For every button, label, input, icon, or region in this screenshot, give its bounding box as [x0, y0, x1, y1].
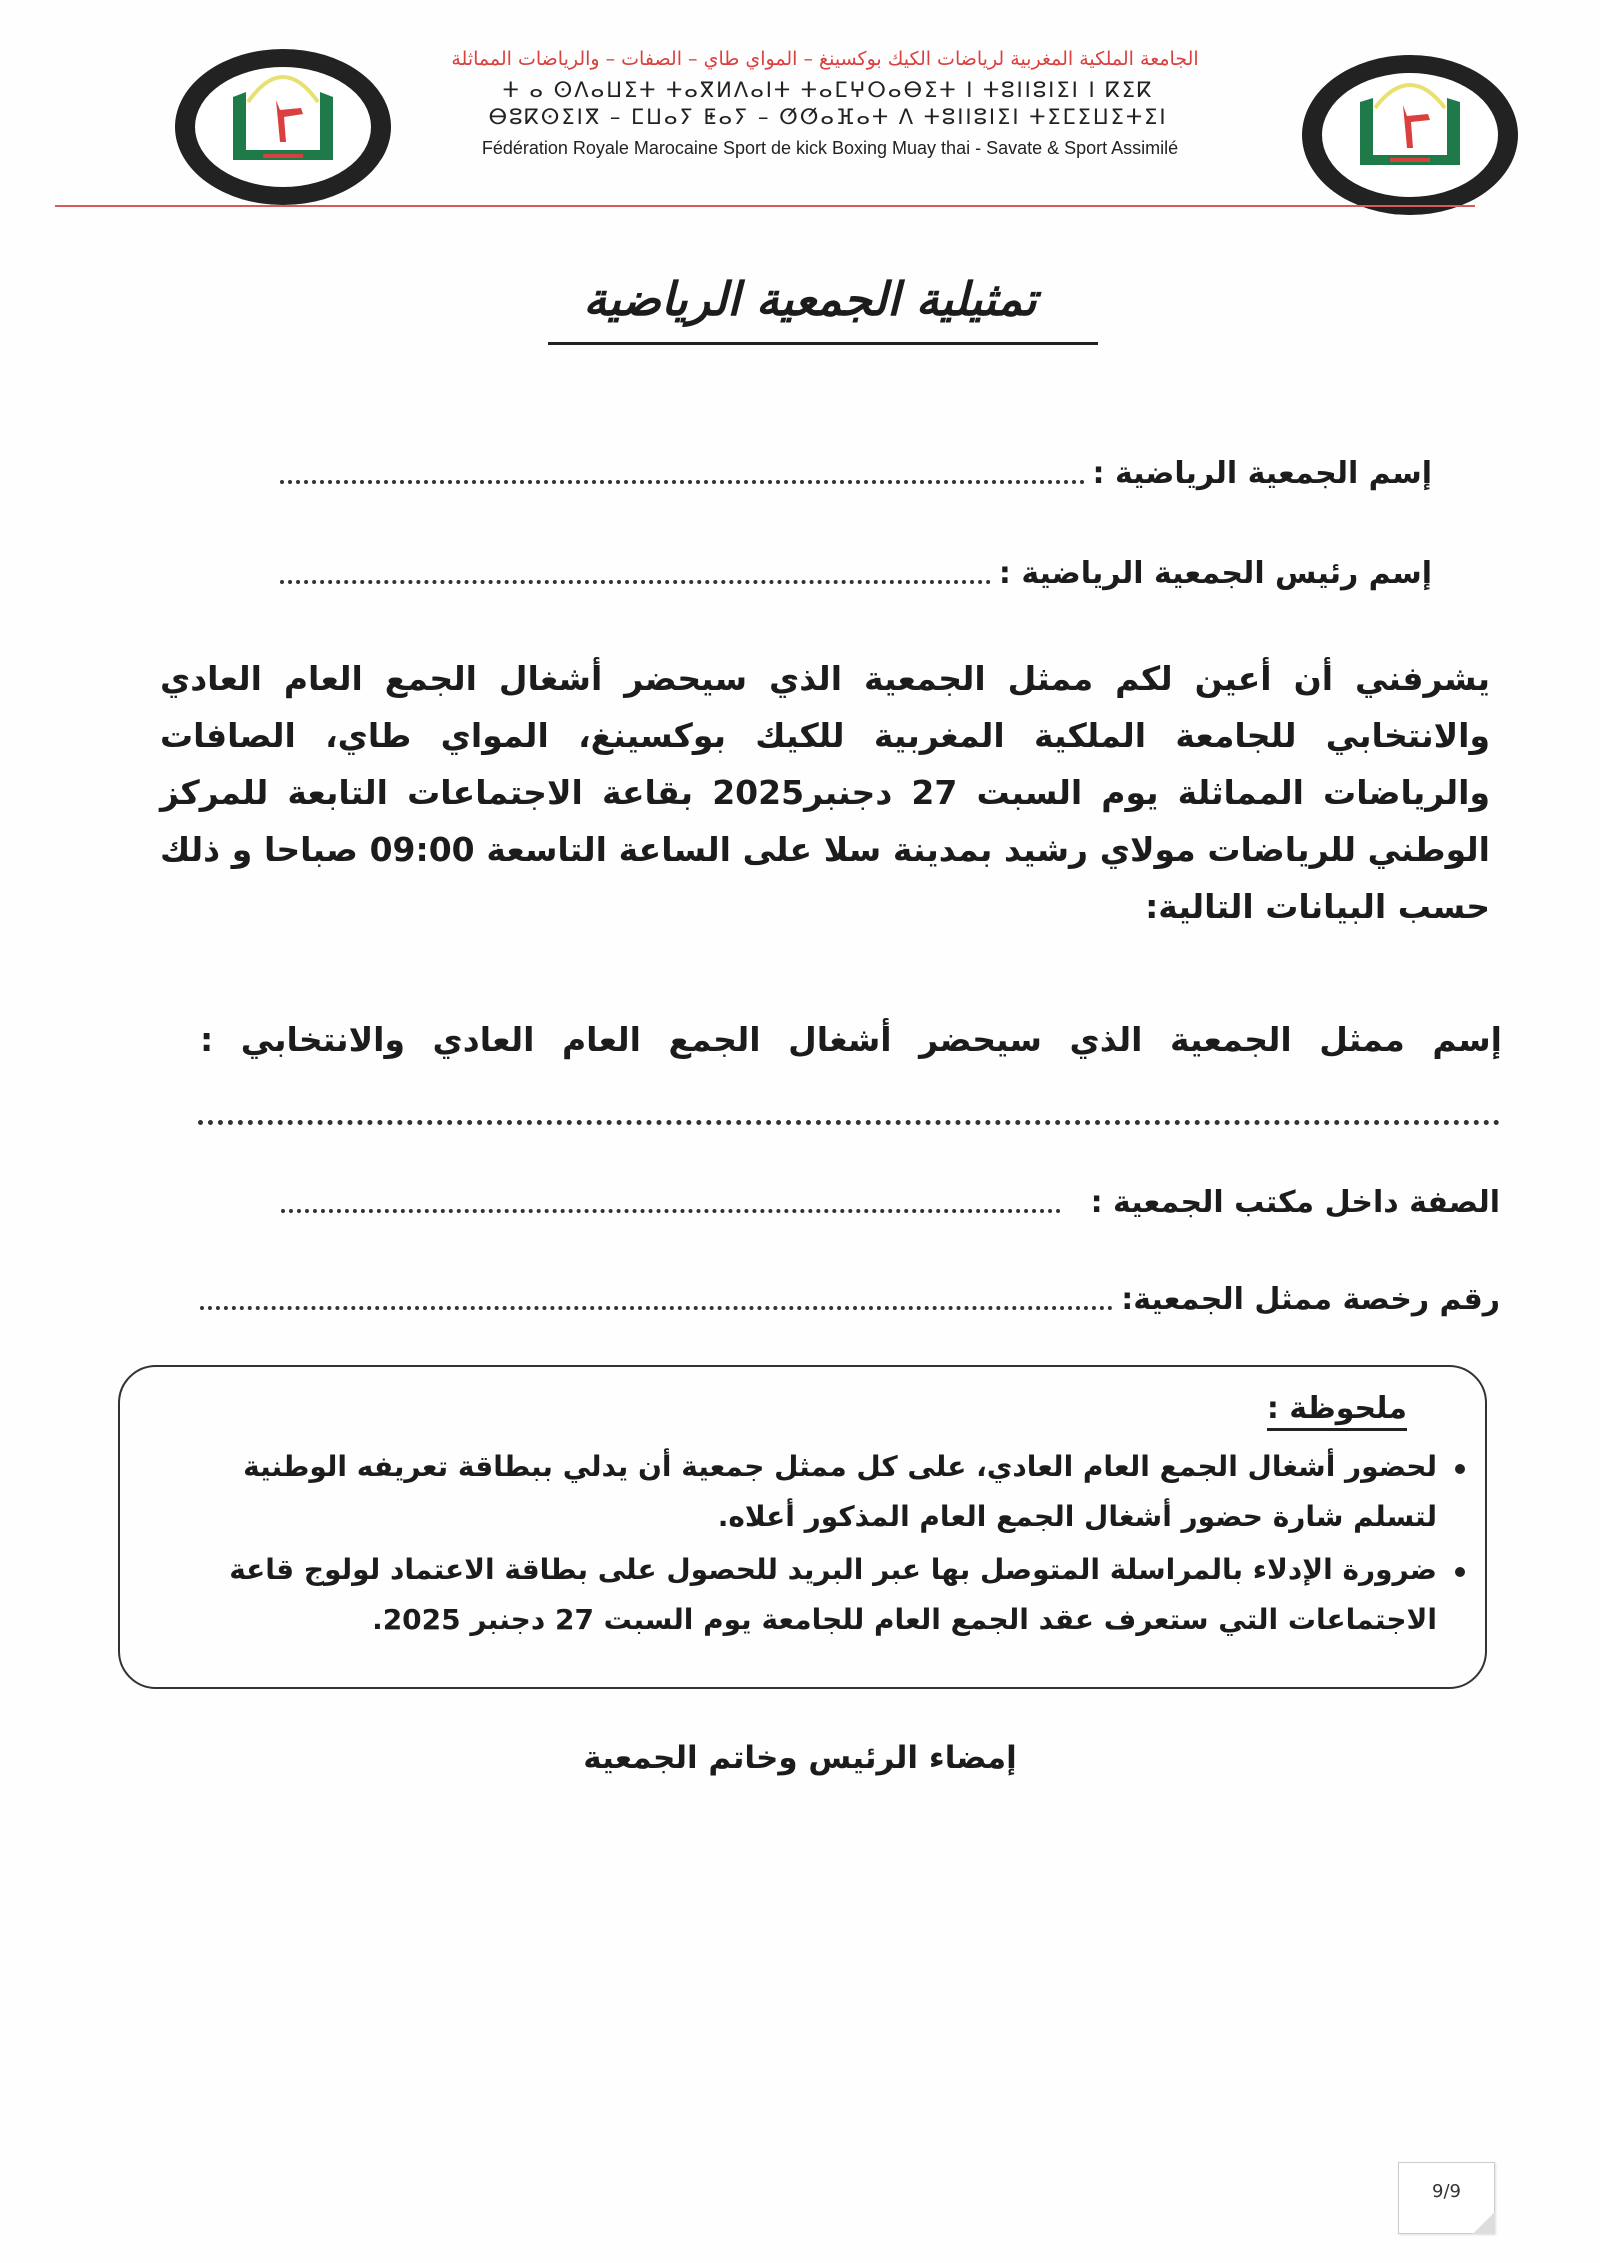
header-arabic-name: الجامعة الملكية المغربية لرياضات الكيك بوكسينغ – المواي طاي – الصفات – والرياضات المماثلة — [451, 48, 1199, 70]
club-president-field[interactable] — [280, 556, 1432, 591]
position-blank[interactable] — [281, 1209, 1061, 1213]
notes-box — [118, 1365, 1487, 1689]
page-number-badge — [1398, 2162, 1495, 2234]
club-president-blank[interactable] — [280, 580, 991, 584]
appointment-paragraph: يشرفني أن أعين لكم ممثل الجمعية الذي سيحضر أشغال الجمع العام العادي والانتخابي للجامعة الملكية المغربية للكيك بوكسينغ، المواي طاي، الصافات والرياضات المماثلة يوم السبت 27 دجنبر2025 بقاعة الاجتماعات التابعة للمركز الوطني للرياضات مولاي رشيد بمدينة سلا على الساعة التاسعة 09:00 صباحا و ذلك حسب البيانات التالية: — [160, 659, 1490, 926]
notes-title: ملحوظة : — [1267, 1391, 1407, 1431]
page-title: تمثيلية الجمعية الرياضية — [583, 272, 1037, 326]
federation-logo-right — [1295, 50, 1525, 220]
federation-logo-left — [168, 42, 398, 212]
page-curl-icon — [1473, 2212, 1495, 2234]
license-field[interactable] — [200, 1282, 1500, 1317]
representative-blank[interactable] — [198, 1120, 1500, 1125]
club-name-field[interactable] — [280, 456, 1432, 491]
license-label: رقم رخصة ممثل الجمعية: — [1121, 1282, 1500, 1317]
representative-label: إسم ممثل الجمعية الذي سيحضر أشغال الجمع العام العادي والانتخابي : — [200, 1020, 1502, 1059]
header-tifinagh-line-2: ⴱⵓⴽⵙⵉⵏⴳ – ⵎⵡⴰⵢ ⵟⴰⵢ – ⵚⵚⴰⴼⴰⵜ ⴷ ⵜⵓⵏⵏⵓⵏⵉⵏ ⵜⵉⵎⵉⵡⵉⵜⵉⵏ — [488, 105, 1168, 129]
license-blank[interactable] — [200, 1306, 1113, 1310]
title-underline — [548, 342, 1098, 345]
note-item: لحضور أشغال الجمع العام العادي، على كل ممثل جمعية أن يدلي ببطاقة تعريفه الوطنية لتسلم شارة حضور أشغال الجمع العام المذكور أعلاه. — [198, 1442, 1465, 1542]
header-french-name: Fédération Royale Marocaine Sport de kick Boxing Muay thai - Savate & Sport Assimilé — [481, 138, 1179, 158]
club-name-label: إسم الجمعية الرياضية : — [1092, 456, 1432, 491]
page-number: 9/9 — [1432, 2181, 1461, 2202]
position-label: الصفة داخل مكتب الجمعية : — [1090, 1185, 1500, 1220]
header-divider — [55, 205, 1475, 207]
signature-label: إمضاء الرئيس وخاتم الجمعية — [583, 1740, 1017, 1776]
club-name-blank[interactable] — [280, 480, 1085, 484]
club-president-label: إسم رئيس الجمعية الرياضية : — [998, 556, 1432, 591]
header-tifinagh-line-1: ⵜ ⴰ ⵙⴷⴰⵡⵉⵜ ⵜⴰⴳⵍⴷⴰⵏⵜ ⵜⴰⵎⵖⵔⴰⴱⵉⵜ ⵏ ⵜⵓⵏⵏⵓⵏⵉⵏ ⵏ ⴽⵉⴽ — [502, 78, 1154, 102]
position-field[interactable] — [210, 1185, 1500, 1220]
note-item: ضرورة الإدلاء بالمراسلة المتوصل بها عبر البريد للحصول على بطاقة الاعتماد لولوج قاعة الاجتماعات التي ستعرف عقد الجمع العام للجامعة يوم السبت 27 دجنبر 2025. — [198, 1545, 1465, 1645]
